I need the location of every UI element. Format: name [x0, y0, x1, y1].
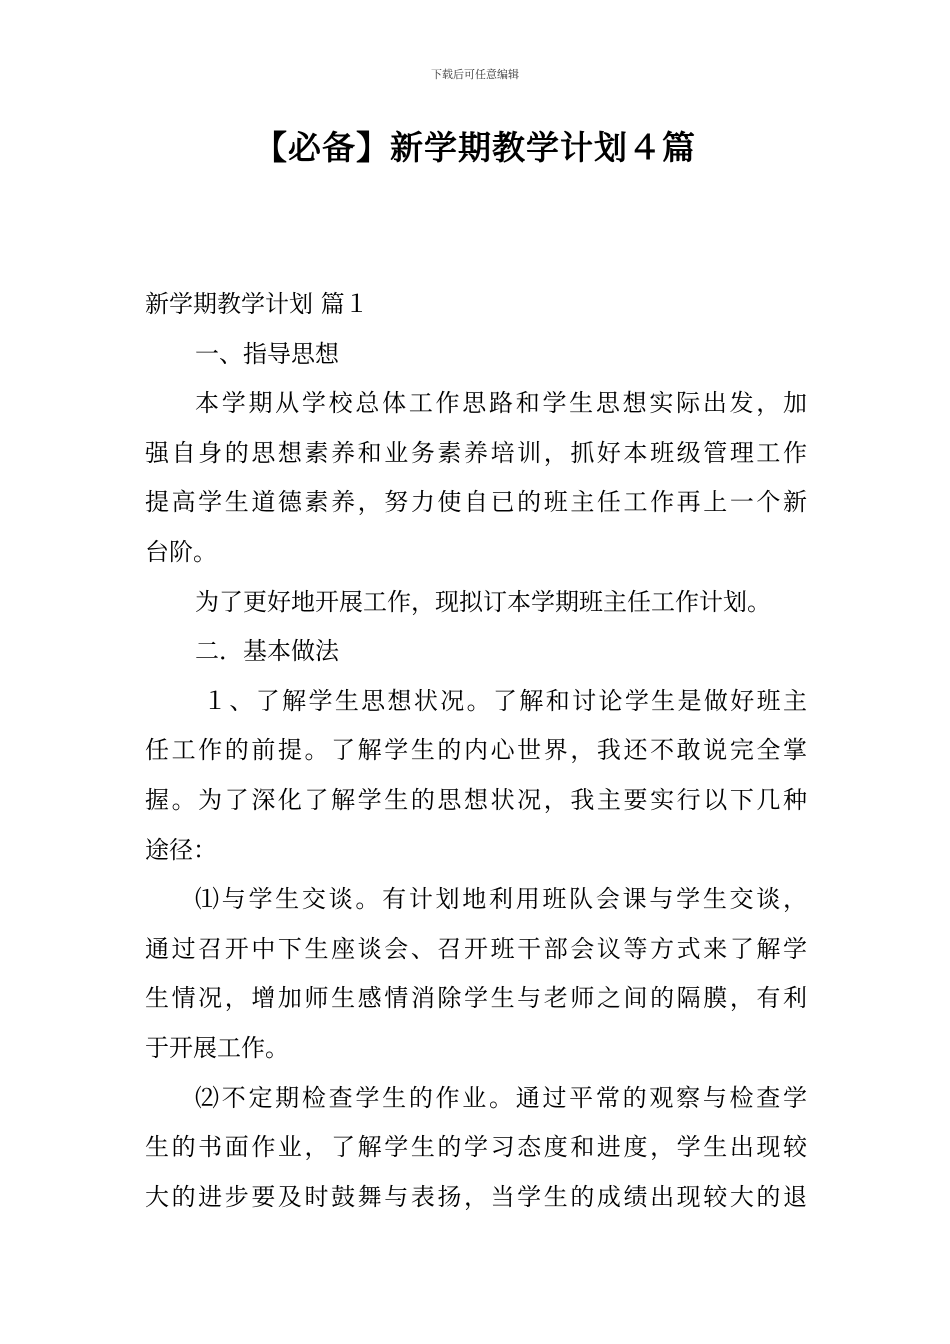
paragraph-line: 大的进步要及时鼓舞与表扬，当学生的成绩出现较大的退	[145, 1182, 807, 1211]
header-note: 下载后可任意编辑	[431, 68, 519, 81]
paragraph-line: 握。为了深化了解学生的思想状况，我主要实行以下几种	[145, 785, 807, 814]
subheading-basic-methods: 二．基本做法	[195, 637, 339, 666]
subheading-guiding-ideology: 一、指导思想	[195, 339, 339, 368]
paragraph-line: 本学期从学校总体工作思路和学生思想实际出发，加	[195, 389, 807, 418]
paragraph-line: ⑴与学生交谈。有计划地利用班队会课与学生交谈，	[195, 885, 807, 914]
paragraph-line: 生情况，增加师生感情消除学生与老师之间的隔膜，有利	[145, 984, 807, 1013]
section-heading: 新学期教学计划 篇１	[145, 290, 369, 318]
paragraph-line: 提高学生道德素养，努力使自已的班主任工作再上一个新	[145, 488, 807, 517]
paragraph-line: ⑵不定期检查学生的作业。通过平常的观察与检查学	[195, 1083, 807, 1112]
paragraph-line: 任工作的前提。了解学生的内心世界，我还不敢说完全掌	[145, 736, 807, 765]
paragraph-line: 台阶。	[145, 537, 217, 566]
paragraph-line: 于开展工作。	[145, 1033, 289, 1062]
paragraph-line: 生的书面作业，了解学生的学习态度和进度，学生出现较	[145, 1133, 807, 1162]
paragraph-line: 为了更好地开展工作，现拟订本学期班主任工作计划。	[195, 587, 771, 616]
document-body	[145, 280, 807, 1222]
paragraph-line: 途径：	[145, 835, 217, 864]
document-title: 【必备】新学期教学计划４篇	[254, 128, 696, 167]
paragraph-line: 强自身的思想素养和业务素养培训，抓好本班级管理工作	[145, 438, 807, 467]
paragraph-line: １、了解学生思想状况。了解和讨论学生是做好班主	[203, 686, 807, 715]
paragraph-line: 通过召开中下生座谈会、召开班干部会议等方式来了解学	[145, 934, 807, 963]
